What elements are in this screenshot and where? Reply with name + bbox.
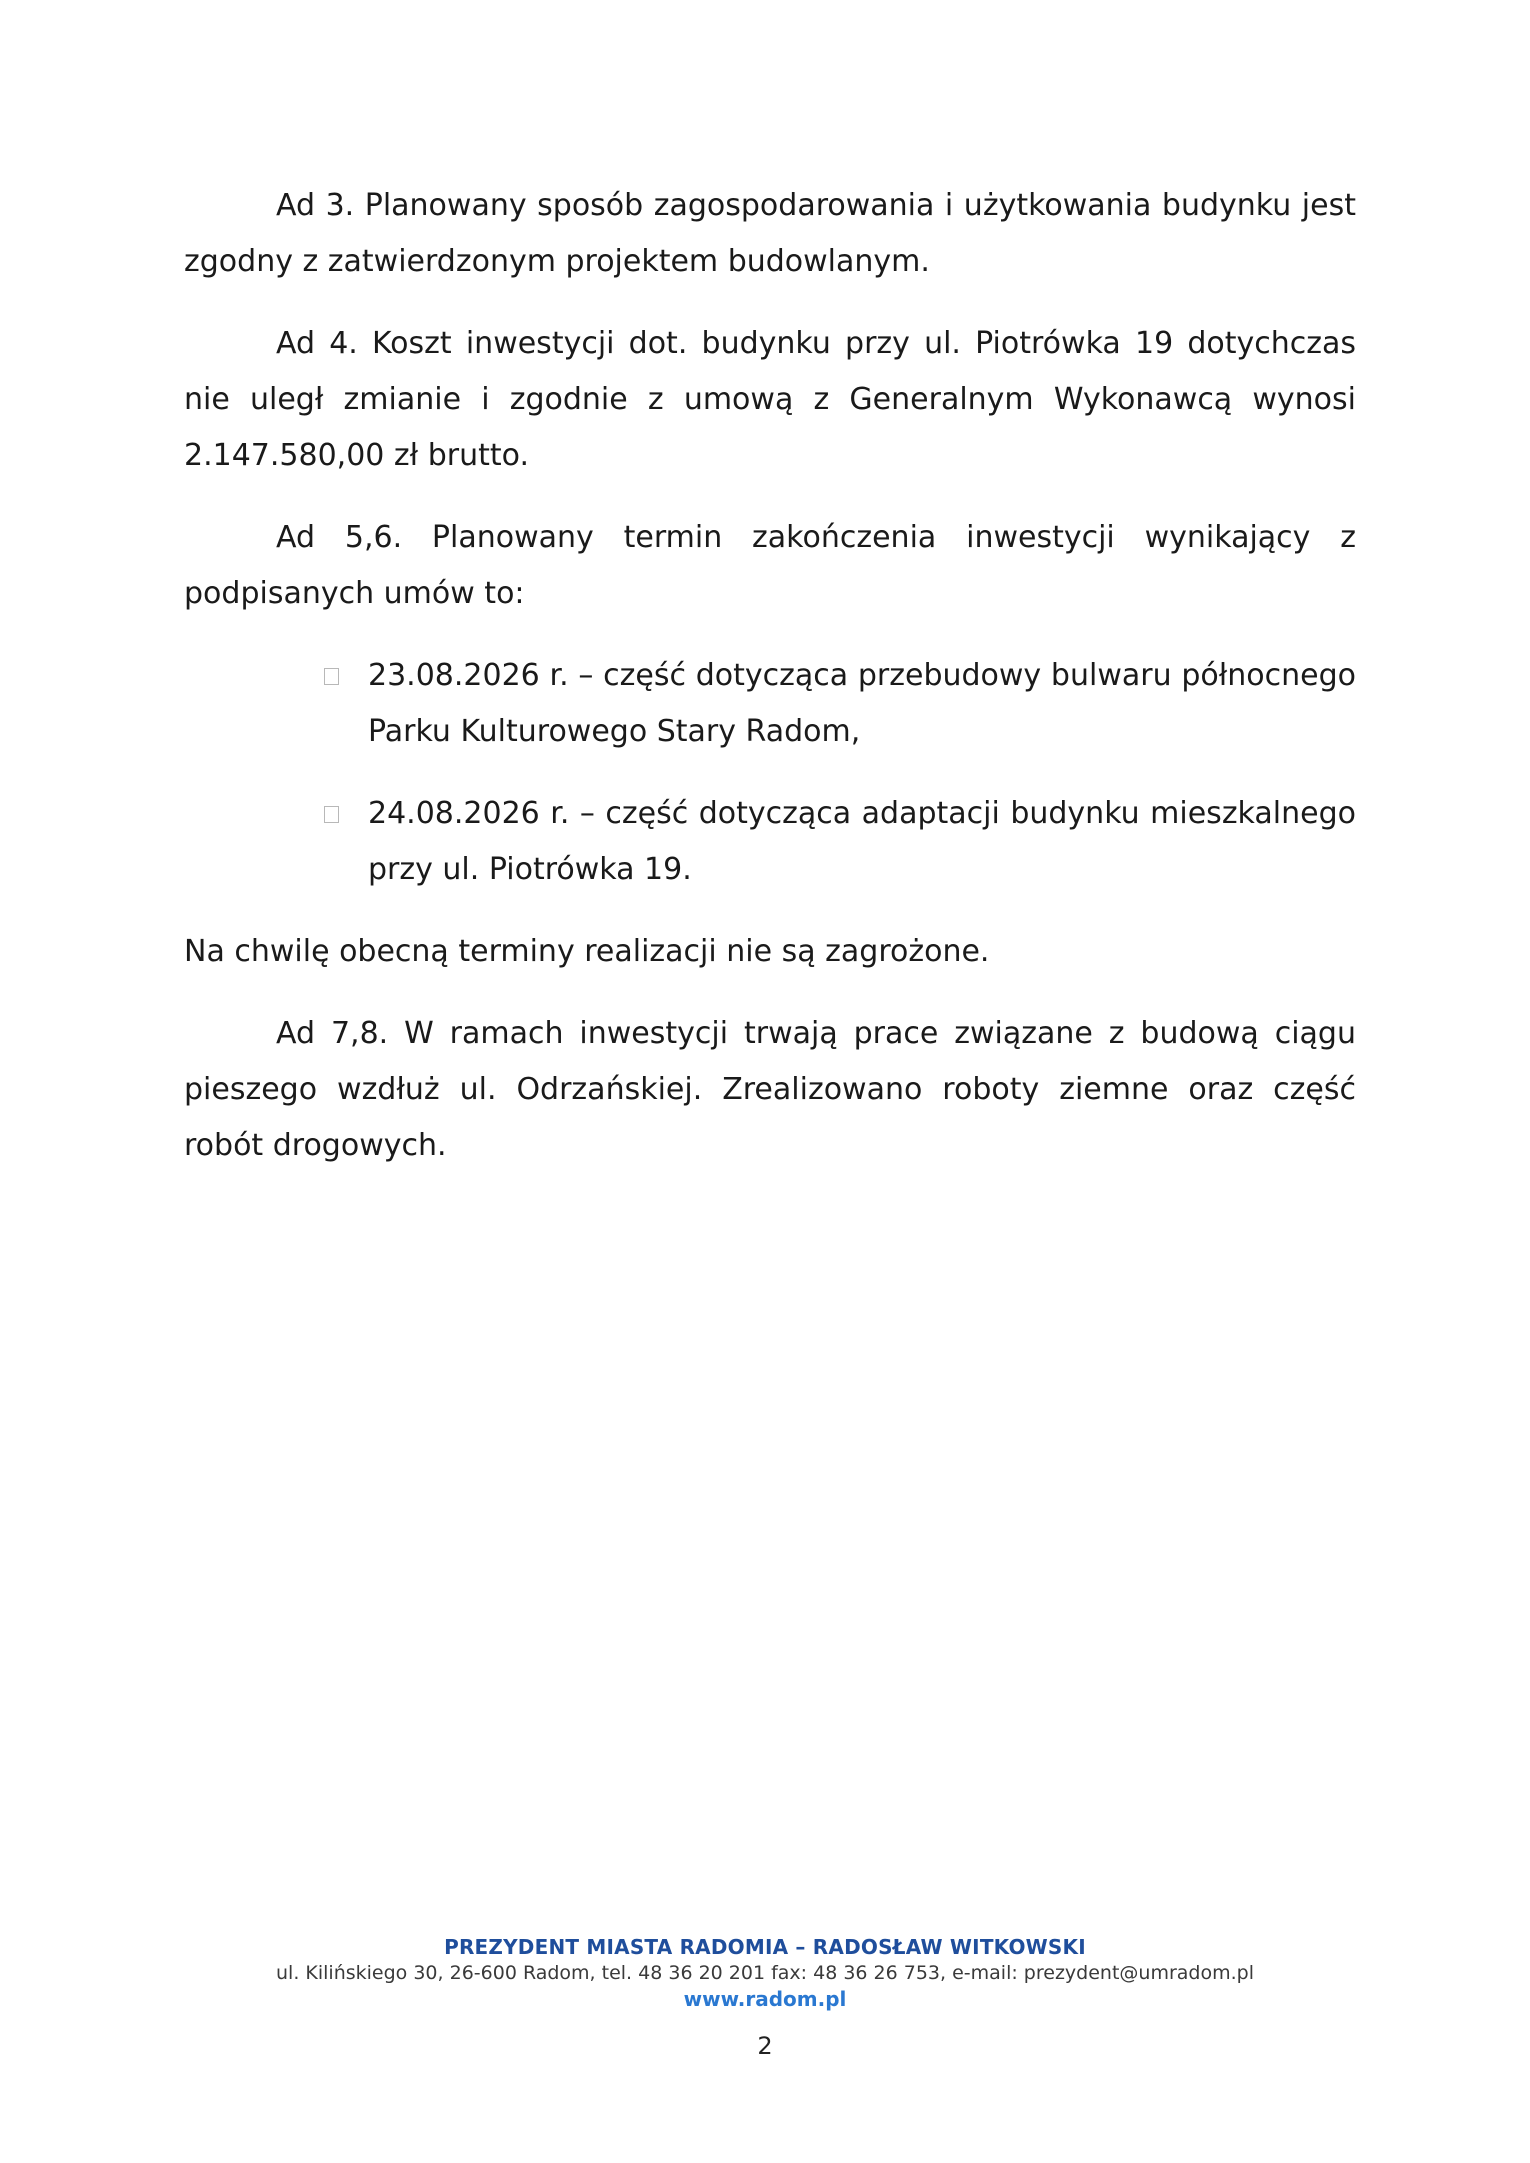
- paragraph-ad-4: Ad 4. Koszt inwestycji dot. budynku przy ul. Piotrówka 19 dotychczas nie uległ zmianie i zgodnie z umową z Generalnym Wykonawcą wynosi 2.147.580,00 zł brutto.: [184, 326, 1356, 473]
- page-footer: [0, 1934, 1530, 2012]
- paragraph-ad-5-6: Ad 5,6. Planowany termin zakończenia inwestycji wynikający z podpisanych umów to:: [184, 520, 1356, 611]
- paragraph-ad-3: Ad 3. Planowany sposób zagospodarowania i użytkowania budynku jest zgodny z zatwierdzonym projektem budowlanym.: [184, 188, 1356, 279]
- deadline-list: [184, 648, 1356, 898]
- footer-address: ul. Kilińskiego 30, 26-600 Radom, tel. 48 36 20 201 fax: 48 36 26 753, e-mail: prezydent@umradom.pl: [276, 1962, 1254, 1984]
- paragraph-ad-7-8: Ad 7,8. W ramach inwestycji trwają prace związane z budową ciągu pieszego wzdłuż ul. Odrzańskiej. Zrealizowano roboty ziemne oraz część robót drogowych.: [184, 1016, 1356, 1163]
- deadline-item: [184, 786, 1356, 898]
- page-number: 2: [757, 2032, 773, 2060]
- deadline-item: [184, 648, 1356, 760]
- document-body: [184, 178, 1356, 1200]
- footer-title: PREZYDENT MIASTA RADOMIA – RADOSŁAW WITKOWSKI: [444, 1935, 1086, 1959]
- footer-website-link[interactable]: www.radom.pl: [683, 1987, 847, 2011]
- checkbox-bullet-icon: [324, 806, 339, 823]
- checkbox-bullet-icon: [324, 668, 339, 685]
- paragraph-status: Na chwilę obecną terminy realizacji nie są zagrożone.: [184, 934, 990, 969]
- deadline-text: 24.08.2026 r. – część dotycząca adaptacji budynku mieszkalnego przy ul. Piotrówka 19.: [368, 796, 1356, 887]
- deadline-text: 23.08.2026 r. – część dotycząca przebudowy bulwaru północnego Parku Kulturowego Stary Radom,: [368, 658, 1356, 749]
